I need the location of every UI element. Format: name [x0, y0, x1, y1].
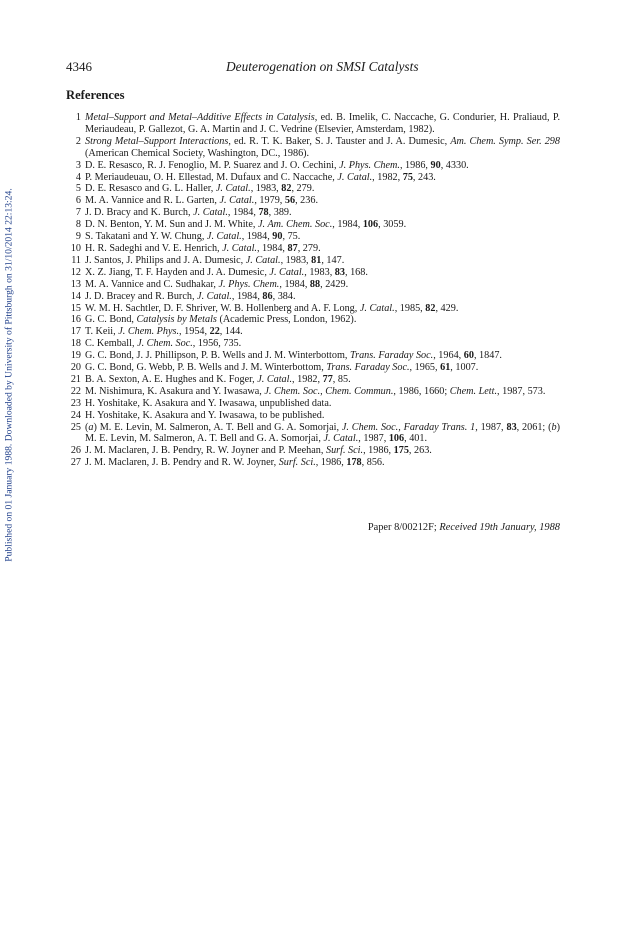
reference-item — [66, 172, 560, 184]
reference-text — [85, 112, 560, 135]
reference-fragment: M. A. Vannice and R. L. Garten, — [85, 195, 220, 207]
reference-item — [66, 374, 560, 386]
reference-fragment: , 263. — [408, 445, 432, 457]
reference-text — [85, 243, 321, 254]
reference-fragment: D. N. Benton, Y. M. Sun and J. M. White, — [85, 219, 259, 231]
reference-number: 7 — [75, 207, 81, 219]
reference-list — [66, 112, 560, 469]
reference-fragment: , 2429. — [320, 278, 349, 290]
download-notice-text[interactable]: Published on 01 January 1988. Downloaded by University of Pittsburgh on 31/10/2014 22:13:24. — [3, 188, 15, 562]
reference-item — [66, 112, 560, 136]
reference-title-italic: b — [551, 421, 557, 433]
reference-number: 14 — [70, 290, 81, 302]
reference-fragment: , 1979, — [254, 195, 285, 207]
reference-title-italic: Chem. Lett. — [449, 385, 498, 397]
running-title: Deuterogenation on SMSI Catalysts — [226, 59, 419, 74]
reference-item — [66, 338, 560, 350]
reference-number: 26 — [70, 445, 81, 457]
paper-footer — [368, 522, 560, 533]
reference-fragment: (Academic Press, London, 1962). — [216, 314, 357, 326]
reference-text — [85, 410, 324, 421]
reference-title-italic: J. Chem. Soc. — [137, 338, 193, 350]
reference-fragment: , 429. — [435, 302, 459, 314]
reference-title-italic: J. Catal. — [269, 266, 305, 278]
reference-text — [85, 326, 243, 337]
reference-fragment: , 1987, — [358, 433, 389, 445]
reference-fragment: , 1987, 573. — [497, 385, 546, 397]
reference-fragment: , 1984, — [279, 278, 310, 290]
reference-text — [85, 314, 356, 325]
reference-fragment: X. Z. Jiang, T. F. Hayden and J. A. Dumesic, — [85, 266, 270, 278]
reference-fragment: , 1954, — [179, 326, 210, 338]
reference-fragment: H. R. Sadeghi and V. E. Henrich, — [85, 242, 223, 254]
reference-title-italic: Am. Chem. Symp. Ser. 298 — [450, 135, 560, 147]
reference-number: 10 — [70, 242, 81, 254]
reference-number: 15 — [70, 302, 81, 314]
reference-item — [66, 398, 560, 410]
reference-fragment: J. M. Maclaren, J. B. Pendry, R. W. Joyner and P. Meehan, — [85, 445, 326, 457]
reference-item — [66, 231, 560, 243]
reference-item — [66, 136, 560, 160]
reference-text — [85, 279, 348, 290]
reference-volume: 106 — [362, 219, 379, 231]
reference-fragment: (American Chemical Society, Washington, DC., 1986). — [85, 147, 310, 159]
reference-fragment: , 1964, — [433, 350, 464, 362]
reference-title-italic: Surf. Sci. — [325, 445, 364, 457]
reference-title-italic: J. Catal. — [206, 231, 242, 243]
reference-volume: 90 — [430, 159, 441, 171]
reference-title-italic: J. Catal. — [359, 302, 395, 314]
reference-text — [85, 207, 292, 218]
reference-fragment: , 1984, — [227, 207, 259, 219]
reference-item — [66, 445, 560, 457]
reference-fragment: , 1984, — [241, 231, 273, 243]
page-header — [66, 59, 560, 77]
reference-fragment: , 1983, — [250, 183, 282, 195]
reference-number: 13 — [70, 278, 81, 290]
reference-number: 12 — [70, 266, 81, 278]
reference-fragment: G. C. Bond, J. J. Phillipson, P. B. Wells and J. M. Winterbottom, — [85, 350, 350, 362]
reference-item — [66, 350, 560, 362]
reference-fragment: , 1847. — [473, 350, 502, 362]
reference-title-italic: J. Catal. — [222, 242, 257, 254]
reference-fragment: , 144. — [219, 326, 243, 338]
reference-title-italic: Trans. Faraday Soc. — [326, 362, 410, 374]
reference-text — [85, 231, 300, 242]
reference-volume: 82 — [425, 302, 436, 314]
reference-title-italic: J. Am. Chem. Soc. — [258, 219, 333, 231]
reference-fragment: , 1985, — [394, 302, 426, 314]
reference-item — [66, 255, 560, 267]
reference-fragment: , 1987, — [475, 421, 507, 433]
reference-volume: 88 — [309, 278, 321, 290]
reference-title-italic: Catalysis by Metals — [136, 314, 217, 326]
reference-fragment: , 1982, — [292, 373, 323, 385]
reference-fragment: , 856. — [361, 457, 385, 469]
reference-text — [85, 255, 344, 266]
reference-item — [66, 314, 560, 326]
reference-title-italic: Trans. Faraday Soc. — [350, 350, 434, 362]
reference-fragment: , 384. — [272, 290, 296, 302]
reference-volume: 90 — [272, 231, 283, 243]
reference-fragment: , 1986, — [315, 457, 347, 469]
reference-fragment: , 1984, — [256, 242, 288, 254]
reference-item — [66, 410, 560, 422]
reference-number: 17 — [70, 326, 81, 338]
reference-fragment: , 3059. — [378, 219, 407, 231]
reference-item — [66, 207, 560, 219]
reference-text — [85, 445, 432, 456]
reference-fragment: , 1956, 735. — [192, 338, 242, 350]
reference-item — [66, 267, 560, 279]
reference-number: 11 — [71, 254, 81, 266]
reference-volume: 175 — [393, 445, 409, 457]
reference-number: 23 — [70, 397, 81, 409]
reference-text — [85, 136, 560, 159]
reference-title-italic: J. Catal. — [257, 373, 293, 385]
reference-title-italic: J. Catal. — [215, 183, 251, 195]
reference-fragment: ) M. E. Levin, M. Salmeron, A. T. Bell and G. A. Somorjai, — [85, 421, 561, 445]
reference-volume: 78 — [258, 207, 269, 219]
reference-item — [66, 160, 560, 172]
reference-fragment: , 4330. — [440, 159, 469, 171]
reference-number: 20 — [70, 362, 81, 374]
reference-volume: 60 — [463, 350, 474, 362]
reference-fragment: , 1986, 1660; — [393, 385, 450, 397]
reference-text — [85, 219, 406, 230]
reference-fragment: , 1983, — [304, 266, 335, 278]
reference-volume: 83 — [334, 266, 345, 278]
reference-text — [85, 386, 545, 397]
reference-fragment: , 1965, — [409, 362, 441, 374]
reference-item — [66, 457, 560, 469]
reference-fragment: , 85. — [332, 373, 351, 385]
reference-volume: 56 — [284, 195, 296, 207]
reference-fragment: W. M. H. Sachtler, D. F. Shriver, W. B. Hollenberg and A. F. Long, — [85, 302, 360, 314]
reference-text — [85, 457, 385, 468]
reference-volume: 61 — [440, 362, 451, 374]
reference-fragment: B. A. Sexton, A. E. Hughes and K. Foger, — [85, 373, 258, 385]
reference-fragment: ) M. E. Levin, M. Salmeron, A. T. Bell and G. A. Somorjai, — [93, 421, 342, 433]
reference-number: 19 — [70, 350, 81, 362]
download-notice-sidebar — [2, 160, 16, 590]
reference-fragment: , 1983, — [280, 254, 312, 266]
reference-fragment: ( — [85, 421, 89, 433]
reference-volume: 178 — [346, 457, 362, 469]
received-date: Received 19th January, 1988 — [439, 522, 560, 533]
reference-title-italic: J. Chem. Soc., Faraday Trans. 1 — [341, 421, 476, 433]
reference-fragment: P. Meriaudeuau, O. H. Ellestad, M. Dufaux and C. Naccache, — [85, 171, 338, 183]
reference-text — [85, 422, 560, 445]
reference-volume: 81 — [311, 254, 322, 266]
reference-text — [85, 338, 241, 349]
reference-number: 2 — [75, 135, 81, 147]
reference-item — [66, 422, 560, 446]
reference-fragment: G. C. Bond, G. Webb, P. B. Wells and J. M. Winterbottom, — [85, 362, 327, 374]
reference-fragment: , 401. — [404, 433, 428, 445]
reference-volume: 83 — [506, 421, 517, 433]
reference-fragment: J. M. Maclaren, J. B. Pendry and R. W. Joyner, — [85, 457, 279, 469]
reference-volume: 22 — [209, 326, 220, 338]
reference-fragment: M. Nishimura, K. Asakura and Y. Iwasawa, — [85, 385, 265, 397]
reference-volume: 86 — [262, 290, 273, 302]
reference-fragment: S. Takatani and Y. W. Chung, — [85, 231, 207, 243]
reference-fragment: , ed. R. T. K. Baker, S. J. Tauster and J. A. Dumesic, — [228, 135, 451, 147]
reference-number: 27 — [70, 457, 81, 469]
reference-title-italic: J. Catal. — [193, 207, 228, 219]
reference-text — [85, 398, 331, 409]
reference-number: 22 — [70, 385, 81, 397]
reference-number: 18 — [70, 338, 81, 350]
reference-text — [85, 303, 458, 314]
reference-item — [66, 219, 560, 231]
reference-fragment: D. E. Resasco, R. J. Fenoglio, M. P. Suarez and J. O. Cechini, — [85, 159, 340, 171]
reference-title-italic: J. Phys. Chem. — [218, 278, 280, 290]
reference-fragment: , 2061; ( — [516, 421, 552, 433]
reference-fragment: G. C. Bond, — [85, 314, 137, 326]
reference-item — [66, 386, 560, 398]
reference-title-italic: a — [88, 421, 94, 433]
reference-item — [66, 195, 560, 207]
reference-item — [66, 291, 560, 303]
reference-number: 21 — [70, 373, 81, 385]
reference-fragment: M. A. Vannice and C. Sudhakar, — [85, 278, 219, 290]
reference-fragment: , 168. — [344, 266, 368, 278]
reference-fragment: D. E. Resasco and G. L. Haller, — [85, 183, 216, 195]
reference-title-italic: J. Catal. — [219, 195, 255, 207]
reference-title-italic: J. Phys. Chem. — [339, 159, 400, 171]
reference-text — [85, 291, 296, 302]
reference-fragment: H. Yoshitake, K. Asakura and Y. Iwasawa, unpublished data. — [85, 397, 332, 409]
reference-item — [66, 326, 560, 338]
reference-fragment: J. Santos, J. Philips and J. A. Dumesic, — [85, 254, 246, 266]
reference-item — [66, 243, 560, 255]
paper-id: Paper 8/00212F; — [367, 522, 440, 533]
reference-fragment: , 1984, — [332, 219, 363, 231]
reference-number: 24 — [70, 409, 81, 421]
reference-title-italic: J. Catal. — [337, 171, 373, 183]
reference-fragment: , 279. — [291, 183, 315, 195]
reference-number: 4 — [75, 171, 81, 183]
reference-fragment: , 1986, — [399, 159, 431, 171]
reference-fragment: , 243. — [412, 171, 436, 183]
reference-number: 25 — [70, 421, 81, 433]
reference-fragment: T. Keii, — [85, 326, 119, 338]
reference-text — [85, 195, 318, 206]
reference-title-italic: Strong Metal–Support Interactions — [85, 135, 229, 147]
reference-title-italic: J. Catal. — [197, 290, 232, 302]
reference-title-italic: J. Chem. Soc., Chem. Commun. — [264, 385, 394, 397]
reference-fragment: J. D. Bracey and R. Burch, — [85, 290, 198, 302]
reference-number: 3 — [75, 159, 81, 171]
reference-title-italic: J. Chem. Phys. — [118, 326, 180, 338]
reference-title-italic: J. Catal. — [245, 254, 281, 266]
reference-text — [85, 267, 368, 278]
reference-volume: 87 — [287, 242, 298, 254]
reference-number: 8 — [75, 219, 81, 231]
reference-fragment: , 1986, — [363, 445, 394, 457]
reference-fragment: , 1984, — [231, 290, 263, 302]
reference-text — [85, 183, 314, 194]
reference-text — [85, 172, 436, 183]
references-heading: References — [66, 88, 125, 102]
reference-item — [66, 279, 560, 291]
reference-text — [85, 362, 478, 373]
reference-fragment: , 1007. — [450, 362, 479, 374]
reference-fragment: J. D. Bracy and K. Burch, — [85, 207, 194, 219]
reference-number: 1 — [75, 112, 81, 123]
reference-item — [66, 183, 560, 195]
reference-volume: 75 — [402, 171, 413, 183]
reference-text — [85, 160, 469, 171]
reference-fragment: , 147. — [321, 254, 345, 266]
reference-number: 9 — [75, 231, 81, 243]
reference-fragment: C. Kemball, — [85, 338, 138, 350]
page-number: 4346 — [66, 59, 92, 74]
reference-title-italic: Surf. Sci. — [278, 457, 316, 469]
reference-title-italic: J. Catal. — [323, 433, 359, 445]
reference-item — [66, 362, 560, 374]
reference-text — [85, 350, 502, 361]
reference-number: 16 — [70, 314, 81, 326]
reference-fragment: , 75. — [282, 231, 301, 243]
reference-text — [85, 374, 351, 385]
reference-fragment: , 1982, — [372, 171, 403, 183]
reference-item — [66, 303, 560, 315]
reference-fragment: H. Yoshitake, K. Asakura and Y. Iwasawa, to be published. — [85, 409, 325, 421]
reference-number: 5 — [75, 183, 81, 195]
reference-volume: 82 — [281, 183, 292, 195]
reference-volume: 106 — [388, 433, 405, 445]
reference-fragment: , 389. — [268, 207, 292, 219]
reference-fragment: , 279. — [297, 242, 321, 254]
reference-title-italic: Metal–Support and Metal–Additive Effects in Catalysis — [85, 112, 315, 123]
reference-volume: 77 — [322, 373, 333, 385]
reference-number: 6 — [75, 195, 81, 207]
reference-fragment: , ed. B. Imelik, C. Naccache, G. Condurier, H. Praliaud, P. Meriaudeau, P. Gallezot, G. A. Martin and J. C. Vedrine (Elsevier, Amsterdam, 1982). — [85, 112, 560, 135]
reference-fragment: , 236. — [295, 195, 318, 207]
